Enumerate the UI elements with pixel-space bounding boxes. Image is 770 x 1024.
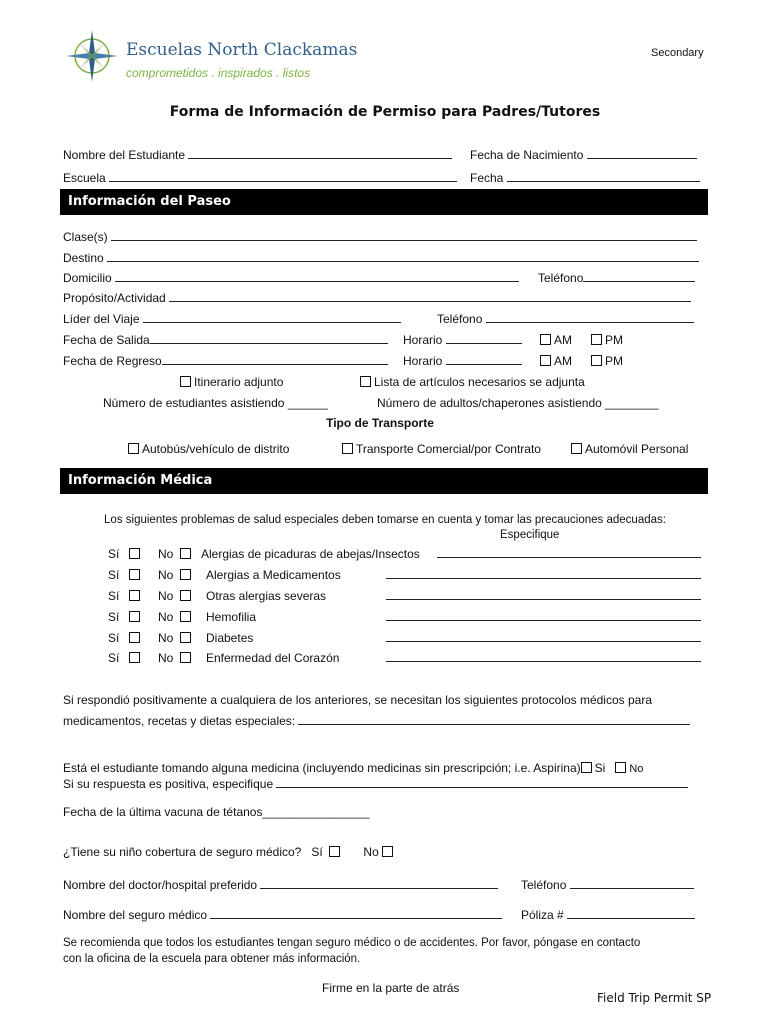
classes-label: Clase(s) — [63, 230, 108, 244]
medicine-no-checkbox[interactable] — [615, 762, 626, 773]
condition-name: Alergias de picaduras de abejas/Insectos — [201, 547, 420, 561]
purpose-label: Propósito/Actividad — [63, 291, 166, 305]
insurance-no-label: No — [363, 845, 379, 859]
condition-specify-field[interactable] — [437, 547, 701, 561]
medicine-question: Está el estudiante tomando alguna medicina (incluyendo medicinas sin prescripción; i.e. Aspirina) — [63, 761, 581, 775]
condition-name: Diabetes — [206, 631, 254, 645]
tetanus-label: Fecha de la última vacuna de tétanos________________ — [63, 805, 370, 819]
school-field[interactable] — [109, 171, 457, 182]
trip-section-header: Información del Paseo — [60, 189, 708, 215]
return-time-label: Horario — [403, 354, 443, 368]
classes-field[interactable] — [111, 230, 697, 241]
condition-no-checkbox[interactable] — [180, 651, 194, 665]
pm-label: PM — [605, 333, 623, 347]
condition-name: Alergias a Medicamentos — [206, 568, 341, 582]
transport-title: Tipo de Transporte — [326, 416, 434, 430]
medicine-no-label: No — [629, 763, 644, 775]
sign-back-note: Firme en la parte de atrás — [322, 981, 460, 995]
condition-yes-label: Sí — [108, 631, 120, 645]
condition-no-checkbox[interactable] — [180, 589, 194, 603]
insurance-question: ¿Tiene su niño cobertura de seguro médico? — [63, 845, 302, 859]
student-name-label: Nombre del Estudiante — [63, 148, 186, 162]
destination-label: Destino — [63, 251, 104, 265]
form-name: Field Trip Permit SP — [597, 991, 712, 1005]
destination-field[interactable] — [107, 251, 699, 262]
condition-name: Otras alergias severas — [206, 589, 327, 603]
transport-district-label: Autobús/vehículo de distrito — [142, 442, 290, 456]
insurance-name-field[interactable] — [210, 908, 502, 919]
condition-yes-label: Sí — [108, 651, 120, 665]
departure-time-field[interactable] — [446, 333, 522, 344]
transport-district-checkbox[interactable] — [128, 443, 139, 454]
doctor-field[interactable] — [260, 878, 498, 889]
condition-yes-label: Sí — [108, 568, 120, 582]
return-am-checkbox[interactable] — [540, 355, 551, 366]
am-label: AM — [554, 354, 572, 368]
dob-field[interactable] — [587, 148, 697, 159]
condition-yes-checkbox[interactable] — [129, 589, 143, 603]
transport-commercial-checkbox[interactable] — [342, 443, 353, 454]
condition-no-checkbox[interactable] — [180, 547, 194, 561]
condition-yes-label: Sí — [108, 589, 120, 603]
medical-intro: Los siguientes problemas de salud especiales deben tomarse en cuenta y tomar las precauciones adecuadas: — [104, 514, 666, 526]
phone-field[interactable] — [583, 271, 695, 282]
adults-attending-label: Número de adultos/chaperones asistiendo ________ — [377, 396, 659, 410]
condition-no-label: No — [158, 651, 174, 665]
date-field[interactable] — [507, 171, 700, 182]
policy-field[interactable] — [567, 908, 695, 919]
medicine-specify-label: Si su respuesta es positiva, especifique — [63, 777, 274, 791]
school-label: Escuela — [63, 171, 106, 185]
am-label: AM — [554, 333, 572, 347]
departure-field[interactable] — [150, 333, 388, 344]
leader-phone-label: Teléfono — [437, 312, 483, 326]
pm-label: PM — [605, 354, 623, 368]
condition-no-label: No — [158, 568, 174, 582]
insurance-name-label: Nombre del seguro médico — [63, 908, 208, 922]
transport-personal-checkbox[interactable] — [571, 443, 582, 454]
departure-label: Fecha de Salida — [63, 333, 150, 347]
compass-star-icon — [64, 28, 120, 84]
return-field[interactable] — [162, 354, 388, 365]
specify-label: Especifique — [500, 529, 560, 541]
itinerary-checkbox[interactable] — [180, 376, 191, 387]
condition-no-label: No — [158, 610, 174, 624]
condition-no-checkbox[interactable] — [180, 631, 194, 645]
doctor-phone-label: Teléfono — [521, 878, 567, 892]
phone-label: Teléfono — [538, 271, 584, 285]
medicine-yes-label: Si — [594, 761, 606, 775]
medicine-yes-checkbox[interactable] — [581, 762, 592, 773]
departure-pm-checkbox[interactable] — [591, 334, 602, 345]
supplies-label: Lista de artículos necesarios se adjunta — [374, 375, 585, 389]
insurance-yes-label: Sí — [311, 845, 323, 859]
condition-yes-label: Sí — [108, 547, 120, 561]
return-pm-checkbox[interactable] — [591, 355, 602, 366]
insurance-no-checkbox[interactable] — [382, 846, 393, 857]
condition-yes-checkbox[interactable] — [129, 610, 143, 624]
itinerary-label: Itinerario adjunto — [194, 375, 284, 389]
school-name: Escuelas North Clackamas — [126, 40, 358, 60]
return-label: Fecha de Regreso — [63, 354, 162, 368]
departure-am-checkbox[interactable] — [540, 334, 551, 345]
condition-name: Enfermedad del Corazón — [206, 651, 340, 665]
student-name-field[interactable] — [188, 148, 452, 159]
condition-yes-checkbox[interactable] — [129, 547, 143, 561]
departure-time-label: Horario — [403, 333, 443, 347]
address-label: Domicilio — [63, 271, 112, 285]
transport-commercial-label: Transporte Comercial/por Contrato — [356, 442, 541, 456]
condition-no-checkbox[interactable] — [180, 610, 194, 624]
return-time-field[interactable] — [446, 354, 522, 365]
doctor-phone-field[interactable] — [570, 878, 694, 889]
condition-no-label: No — [158, 589, 174, 603]
condition-no-checkbox[interactable] — [180, 568, 194, 582]
protocol-text-line1: Si respondió positivamente a cualquiera de los anteriores, se necesitan los siguientes protocolos médicos para — [63, 693, 653, 707]
condition-yes-checkbox[interactable] — [129, 568, 143, 582]
protocol-text-line2: medicamentos, recetas y dietas especiales: — [63, 714, 296, 728]
protocol-field[interactable] — [298, 714, 690, 725]
condition-specify-field[interactable] — [386, 610, 701, 624]
school-level: Secondary — [651, 47, 704, 59]
condition-yes-label: Sí — [108, 610, 120, 624]
transport-personal-label: Automóvil Personal — [585, 442, 689, 456]
doctor-label: Nombre del doctor/hospital preferido — [63, 878, 258, 892]
leader-phone-field[interactable] — [486, 312, 694, 323]
condition-no-label: No — [158, 547, 174, 561]
leader-field[interactable] — [143, 312, 401, 323]
students-attending-label: Número de estudiantes asistiendo ______ — [103, 396, 328, 410]
condition-specify-field[interactable] — [386, 568, 701, 582]
condition-yes-checkbox[interactable] — [129, 631, 143, 645]
page-title: Forma de Información de Permiso para Padres/Tutores — [169, 104, 601, 120]
condition-specify-field[interactable] — [386, 651, 701, 665]
condition-no-label: No — [158, 631, 174, 645]
medicine-specify-field[interactable] — [276, 777, 688, 788]
condition-specify-field[interactable] — [386, 589, 701, 603]
condition-yes-checkbox[interactable] — [129, 651, 143, 665]
leader-label: Líder del Viaje — [63, 312, 140, 326]
recommend-text-line1: Se recomienda que todos los estudiantes tengan seguro médico o de accidentes. Por favor, póngase en contacto — [63, 937, 641, 949]
date-label: Fecha — [470, 171, 504, 185]
dob-label: Fecha de Nacimiento — [470, 148, 584, 162]
address-field[interactable] — [115, 271, 519, 282]
purpose-field[interactable] — [169, 291, 691, 302]
condition-specify-field[interactable] — [386, 631, 701, 645]
school-tagline: comprometidos . inspirados . listos — [126, 66, 311, 80]
supplies-checkbox[interactable] — [360, 376, 371, 387]
insurance-yes-checkbox[interactable] — [329, 846, 340, 857]
recommend-text-line2: con la oficina de la escuela para obtener más información. — [63, 953, 361, 965]
condition-name: Hemofilia — [206, 610, 257, 624]
policy-label: Póliza # — [521, 908, 564, 922]
medical-section-header: Información Médica — [60, 468, 708, 494]
